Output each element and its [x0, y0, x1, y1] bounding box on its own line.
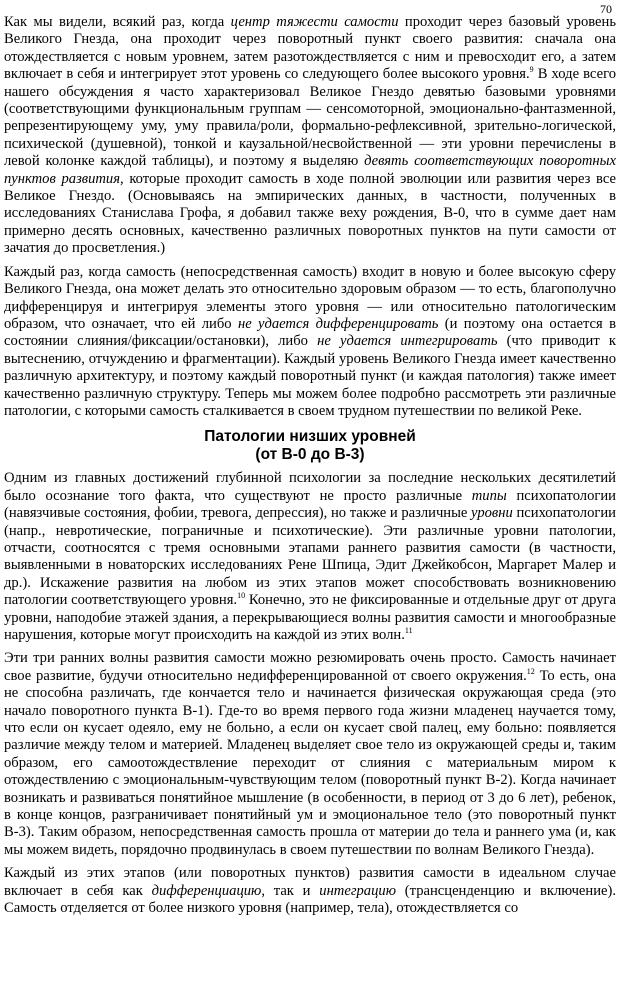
text-run: , которые проходит самость в ходе полной эволюции или развития через все Великое Гнездо. (Основываясь на эмпирических данных, в частности, полученных в исследованиях Станислава Грофа, я добавил также веху рождения, В-0, что в сумме дает нам примерно десять основных, качественно различных поворотных пунктов на пути самости от зачатия до просветления.) [4, 170, 616, 257]
page-number: 70 [600, 2, 612, 16]
italic-emphasis: центр тяжести самости [230, 14, 399, 30]
text-run: проходит через базовый уровень Великого Гнезда, она проходит через поворотный пункт своего развития: сначала она отождествляется с новым уровнем, затем разотождествляется с ним и превосходит его, а затем включает в себя и интегрирует этот уровень со следующего более высокого уровня. [4, 14, 616, 83]
italic-emphasis: дифференциацию [151, 882, 262, 899]
text-run: психопатологии (навязчивые состояния, фобии, тревога, депрессия), но также и различные [4, 487, 616, 522]
text-run: То есть, она не способна различать, где кончается тело и начинается физическая окружающая среда (это начало поворотного пункта В-1). Где-то во время первого года жизни младенец научается тому, что если он кусает одеяло, ему не больно, а если он кусает свой палец, ему больно: появляется различие между телом и материей. Младенец выделяет свое тело из окружающей среды и, таким образом, его самоотождествление переходит от слияния с материальным миром к отождествлению с эмоциональным-чувствующим телом (поворотный пункт В-2). Когда начинает возникать и развиваться понятийное мышление (в особенности, в период от 3 до 6 лет), ребенок, в конце концов, разграничивает понятийный ум и эмоциональное тело (это поворотный пункт В-3). Таким образом, непосредственная самость прошла от материи до тела и раннего ума (и, как мы можем видеть, порядочно продвинулась в своем путешествии по волнам Великого Гнезда). [4, 667, 616, 858]
italic-emphasis: интеграцию [319, 882, 396, 899]
paragraph-2 [4, 264, 616, 421]
footnote-ref: 11 [404, 626, 413, 635]
paragraph-4 [4, 650, 616, 859]
paragraph-5 [4, 865, 616, 917]
section-heading [4, 428, 616, 464]
text-run: В ходе всего нашего обсуждения я часто характеризовал Великое Гнездо девятью базовыми уровнями (соответствующими функциональным группам — сенсомоторной, эмоционально-фантазменной, репрезентирующему уму, уму правила/роли, формально-рефлексивной, зрительно-логической, психической (душевной), тонкой и каузальной/несвойственной — эти уровни перечислены в левой колонке каждой таблицы), и поэтому я выделяю [4, 66, 616, 170]
section-title-line-1: Патологии низших уровней [204, 428, 416, 446]
paragraph-3 [4, 470, 616, 644]
text-run: Каждый раз, когда самость (непосредственная самость) входит в новую и более высокую сферу Великого Гнезда, она может делать это относительно здоровым образом — то есть, благополучно дифференцируя и интегрируя элементы этого уровня — или относительно патологическим образом, что означает, что ей либо [4, 263, 616, 332]
text-run: (трансценденцию и включение). Самость отделяется от более низкого уровня (например, тела), отождествляется со [4, 882, 616, 917]
text-run: (что приводит к вытеснению, отчуждению и фрагментации). Каждый уровень Великого Гнезда имеет качественно различную архитектуру, и поэтому каждый поворотный пункт (и каждая патология) также имеет качественно различную структуру. Теперь мы можем более подробно рассмотреть эти различные патологии, с которыми самость сталкивается в своем трудном путешествии по великой Реке. [4, 333, 616, 419]
section-title-line-2: (от В-0 до В-3) [255, 446, 365, 464]
footnote-ref: 9 [529, 65, 534, 75]
paragraph-1 [4, 14, 616, 258]
italic-emphasis: уровни [471, 505, 513, 522]
footnote-ref: 10 [237, 591, 246, 601]
text-run: психопатологии (напр., невротические, пограничные и психотические). Эти различные уровни патологии, отчасти, соотносятся с тремя основными этапами раннего развития самости (в частности, выявленными в новаторских исследованиях Рене Шпица, Эдит Джейкобсон, Маргарет Малер и др.). Искажение развития на любом из этих этапов может способствовать возникновению патологии соответствующего уровня. [4, 505, 616, 609]
text-run: Одним из главных достижений глубинной психологии за последние нескольких десятилетий было осознание того факта, что существуют не просто различные [4, 470, 616, 504]
footnote-ref: 12 [526, 666, 535, 676]
italic-emphasis: не удается интегрировать [317, 333, 498, 350]
text-run: Эти три ранних волны развития самости можно резюмировать очень просто. Самость начинает свое развитие, будучи относительно недифференцированной от своего окружения. [4, 650, 616, 684]
text-run: Как мы видели, всякий раз, когда [4, 14, 231, 30]
italic-emphasis: типы [471, 487, 507, 504]
text-run: (и поэтому она остается в состоянии слияния/фиксации/остановки), либо [4, 315, 616, 350]
page-content [4, 14, 616, 924]
text-run: Конечно, это не фиксированные и отдельные друг от друга уровни, наподобие этажей здания, а перекрывающиеся волны развития самости и многообразные нарушения, которые могут происходить на каждой из этих волн. [4, 592, 617, 643]
italic-emphasis: не удается дифференцировать [237, 315, 439, 332]
text-run: Каждый из этих этапов (или поворотных пунктов) развития самости в идеальном случае включает в себя как [4, 865, 616, 899]
italic-emphasis: девять соответствующих поворотных пунктов развития [4, 153, 617, 187]
text-run: , так и [261, 882, 320, 899]
